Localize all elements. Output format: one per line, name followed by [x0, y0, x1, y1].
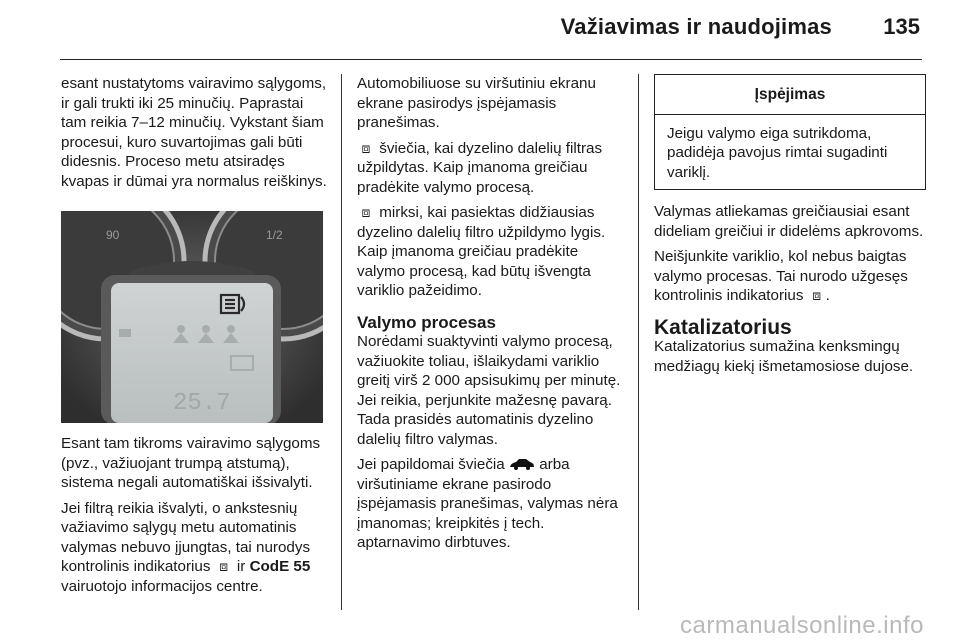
paragraph-text: Neišjunkite variklio, kol nebus baigtas valymo procesas. Tai nurodo užgesęs kontrolinis indikatorius [654, 248, 908, 304]
paragraph: Automobiliuose su viršutiniu ekranu ekrane pasirodys įspėjamasis pranešimas. [357, 75, 596, 131]
diesel-particulate-filter-icon: ⧈ [361, 204, 371, 220]
warning-text: Jeigu valymo eiga sutrikdoma, padidėja pavojus rimtai sugadinti variklį. [667, 124, 888, 181]
paragraph: Valymas atliekamas greičiausiai esant dideliam greičiui ir didelėms apkrovoms. [654, 203, 924, 240]
code-label: CodE 55 [249, 558, 311, 575]
diesel-particulate-filter-icon: ⧈ [361, 139, 371, 156]
column-divider [341, 74, 342, 610]
diesel-particulate-filter-icon: ⧈ [812, 287, 822, 303]
column-divider [638, 74, 639, 610]
warning-title: Įspėjimas [655, 75, 925, 115]
paragraph-text: ir [236, 558, 246, 575]
paragraph-text: arba viršutiniame ekrane pasirodo įspėjamasis pranešimas, valymas nėra įmanomas; kreipkitės į tech. aptarnavimo dirbtuves. [357, 456, 618, 551]
paragraph-text: vairuotojo informacijos centre. [61, 577, 263, 595]
column-1 [61, 74, 331, 197]
paragraph [61, 499, 331, 597]
paragraph: Katalizatorius sumažina kenksmingų medžiagų kiekį išmetamosiose dujose. [654, 338, 914, 375]
column-1-lower [61, 434, 331, 602]
odometer-display: 25.7 [173, 390, 231, 417]
watermark: carmanualsonline.info [680, 612, 924, 639]
page-number: 135 [883, 14, 920, 39]
diesel-particulate-filter-icon: ⧈ [219, 558, 229, 574]
paragraph-text: Jei papildomai šviečia [357, 456, 505, 473]
column-3 [654, 74, 926, 382]
page-title: Važiavimas ir naudojimas [560, 14, 832, 39]
paragraph-text: mirksi, kai pasiektas didžiausias dyzelino dalelių filtro užpildymo lygis. Kaip įmanoma greičiau pradėkite valymo procesą, kad būtų išvengta variklio pažeidimo. [357, 204, 606, 299]
paragraph-text: Jei filtrą reikia išvalyti, o ankstesnių važiavimo sąlygų metu automatinis valymas nebuvo įjungtas, tai nurodys kontrolinis indikatorius [61, 499, 311, 575]
gauge-label: 90 [106, 228, 120, 242]
paragraph-text: . [825, 287, 830, 304]
paragraph: Norėdami suaktyvinti valymo procesą, važiuokite toliau, išlaikydami variklio greitį virš 2 000 apsisukimų per minutę. Jei reikia, perjunkite mažesnę pavarą. Tada prasidės automatinis dyzelino dalelių filtro valymas. [357, 333, 621, 448]
paragraph: Esant tam tikroms vairavimo sąlygoms (pvz., važiuojant trumpą atstumą), sistema negali automatiškai išsivalyti. [61, 435, 321, 491]
gauge-label: 1/2 [266, 228, 283, 242]
paragraph: esant nustatytoms vairavimo sąlygoms, ir gali trukti iki 25 minučių. Paprastai tam reikia 7–12 minučių. Vykstant šiam procesui, kuro suvartojimas gali būti didesnis. Proceso metu atsiradęs kvapas ir dūmai yra normalus reiškinys. [61, 75, 327, 190]
instrument-cluster-photo [61, 211, 323, 423]
paragraph [357, 455, 627, 553]
paragraph-text: šviečia, kai dyzelino dalelių filtras užpildytas. Kaip įmanoma greičiau pradėkite valymo procesą. [357, 139, 603, 196]
header-divider [60, 59, 922, 60]
paragraph [357, 139, 627, 198]
warning-box [654, 74, 926, 190]
column-2 [357, 74, 627, 559]
paragraph [357, 203, 627, 301]
section-heading: Valymo procesas [357, 312, 496, 332]
paragraph [654, 247, 926, 306]
service-vehicle-icon [509, 458, 535, 470]
section-heading: Katalizatorius [654, 315, 792, 339]
